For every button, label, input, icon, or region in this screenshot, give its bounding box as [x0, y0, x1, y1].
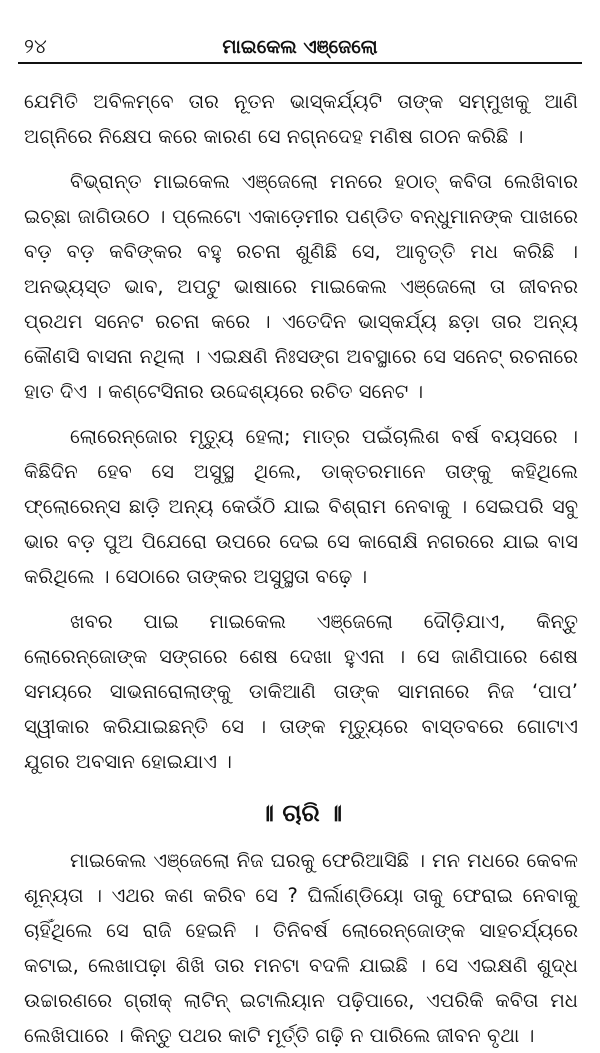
page-number: ୨୪: [24, 34, 47, 58]
paragraph: ଯେମିତି ଅବିଳମ୍ବେ ତାର ନୂତନ ଭାସ୍କର୍ଯ୍ୟଟି ତାଙ୍କ ସମ୍ମୁଖକୁ ଆଣି ଅଗ୍ନିରେ ନିକ୍ଷେପ କରେ କାରଣ ସେ ନଗ୍ନଦେହ ମଣିଷ ଗଠନ କରିଛି ।: [24, 90, 578, 148]
running-title: ମାଇକେଲ ଏଞ୍ଜେଲୋ: [222, 36, 378, 58]
paragraph: ଖବର ପାଇ ମାଇକେଲ ଏଞ୍ଜେଲୋ ଦୌଡ଼ିଯାଏ, କିନ୍ତୁ ଲୋରେନ୍‌ଜୋଙ୍କ ସଙ୍ଗରେ ଶେଷ ଦେଖା ହୁଏନା । ସେ ଜାଣିପାରେ ଶେଷ ସମୟରେ ସାଭନାରୋଲାଙ୍କୁ ଡାକିଆଣି ତାଙ୍କ ସାମନାରେ ନିଜ ‘ପାପ’ ସ୍ୱୀକାର କରିଯାଇଛନ୍ତି ସେ । ତାଙ୍କ ମୃତ୍ୟୁରେ ବାସ୍ତବରେ ଗୋଟାଏ ଯୁଗର ଅବସାନ ହୋଇଯାଏ ।: [24, 610, 578, 773]
page-header: [18, 30, 582, 64]
paragraph: ମାଇକେଲ ଏଞ୍ଜେଲୋ ନିଜ ଘରକୁ ଫେରିଆସିଛି । ମନ ମଧରେ କେବଳ ଶୂନ୍ୟତା । ଏଥର କଣ କରିବ ସେ ? ଘିର୍ଲାଣ୍ଡିୟୋ ତାକୁ ଫେରାଇ ନେବାକୁ ଚାହିଁଥିଲେ ସେ ରାଜି ହେଇନି । ତିନିବର୍ଷ ଲୋରେନ୍‌ଜୋଙ୍କ ସାହଚର୍ଯ୍ୟରେ କଟାଇ, ଲେଖାପଢ଼ା ଶିଖି ତାର ମନଟା ବଦଳି ଯାଇଛି । ସେ ଏଇକ୍ଷଣି ଶୁଦ୍ଧ ଉଚ୍ଚାରଣରେ ଗ୍ରୀକ୍ ଲାଟିନ୍ ଇଟାଲିୟାନ ପଢ଼ିପାରେ, ଏପରିକି କବିତା ମଧ ଲେଖିପାରେ । କିନ୍ତୁ ପଥର କାଟି ମୂର୍ତ୍ତି ଗଢ଼ି ନ ପାରିଲେ ଜୀବନ ବୃଥା ।: [24, 849, 578, 1047]
paragraph: ବିଭ୍ରାନ୍ତ ମାଇକେଲ ଏଞ୍ଜେଲୋ ମନରେ ହଠାତ୍ କବିତା ଲେଖିବାର ଇଚ୍ଛା ଜାଗିଉଠେ । ପ୍ଲେଟୋ ଏକାଡ଼େମୀର ପଣ୍ଡିତ ବନ୍ଧୁମାନଙ୍କ ପାଖରେ ବଡ଼ ବଡ଼ କବିଙ୍କର ବହୁ ରଚନା ଶୁଣିଛି ସେ, ଆବୃତ୍ତି ମଧ କରିଛି । ଅନଭ୍ୟସ୍ତ ଭାବ, ଅପଟୁ ଭାଷାରେ ମାଇକେଲ ଏଞ୍ଜେଲୋ ତା ଜୀବନର ପ୍ରଥମ ସନେଟ ରଚନା କରେ । ଏତେଦିନ ଭାସ୍କର୍ଯ୍ୟ ଛଡ଼ା ତାର ଅନ୍ୟ କୌଣସି ବାସନା ନଥିଲା । ଏଇକ୍ଷଣି ନିଃସଙ୍ଗ ଅବସ୍ଥାରେ ସେ ସନେଟ୍ ରଚନାରେ ହାତ ଦିଏ । କଣ୍ଟେସିନାର ଉଦ୍ଦେଶ୍ୟରେ ରଚିତ ସନେଟ ।: [24, 170, 578, 403]
body-text: [18, 84, 582, 1053]
paragraph: ଲୋରେନ୍‌ଜୋର ମୃତ୍ୟୁ ହେଲା; ମାତ୍ର ପଇଁଚାଲିଶ ବର୍ଷ ବୟସରେ । କିଛିଦିନ ହେବ ସେ ଅସୁସ୍ଥ ଥିଲେ, ଡାକ୍ତରମାନେ ତାଙ୍କୁ କହିଥିଲେ ଫ୍ଲୋରେନ୍‌ସ ଛାଡ଼ି ଅନ୍ୟ କେଉଁଠି ଯାଇ ବିଶ୍ରାମ ନେବାକୁ । ସେଇପରି ସବୁ ଭାର ବଡ଼ ପୁଅ ପିଯେରୋ ଉପରେ ଦେଇ ସେ କାରୋକ୍ଷି ନଗରରେ ଯାଇ ବାସ କରିଥିଲେ । ସେଠାରେ ତାଙ୍କର ଅସୁସ୍ଥତା ବଢ଼େ ।: [24, 425, 578, 588]
section-heading: ॥ ଚାରି ॥: [259, 799, 343, 827]
